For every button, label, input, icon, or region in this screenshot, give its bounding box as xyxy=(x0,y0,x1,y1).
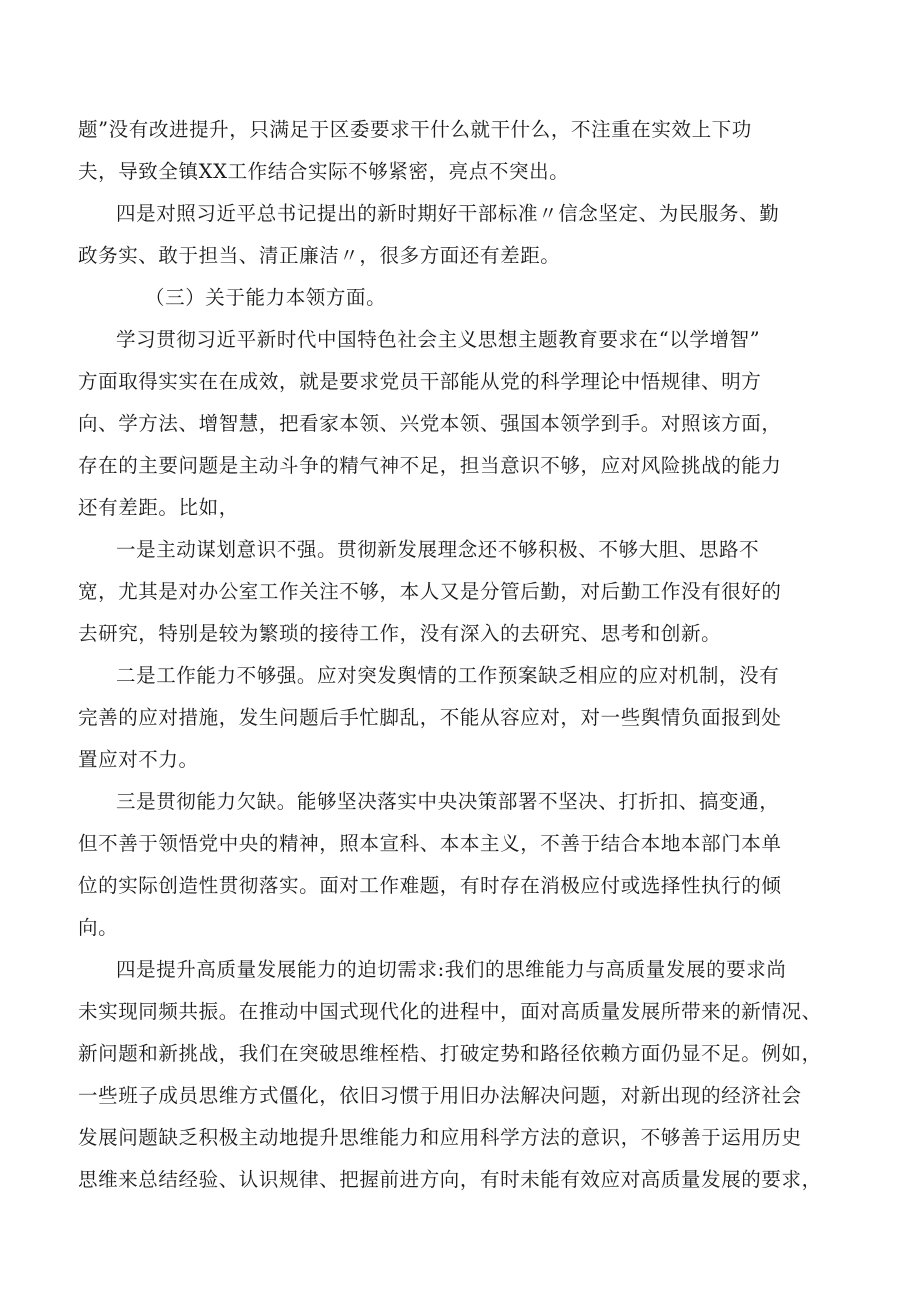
text-line: 思维来总结经验、认识规律、把握前进方向，有时未能有效应对高质量发展的要求， xyxy=(78,1168,822,1191)
text-line: 但不善于领悟党中央的精神，照本宣科、本本主义，不善于结合本地本部门本单 xyxy=(78,832,782,855)
text-line: 政务实、敢于担当、清正廉洁〃，很多方面还有差距。 xyxy=(78,244,561,267)
text-line: 四是提升高质量发展能力的迫切需求:我们的思维能力与高质量发展的要求尚 xyxy=(116,958,787,981)
text-line: 方面取得实实在在成效，就是要求党员干部能从党的科学理论中悟规律、明方 xyxy=(78,370,762,393)
text-line: 一些班子成员思维方式僵化，依旧习惯于用旧办法解决问题，对新出现的经济社会 xyxy=(78,1084,802,1107)
text-line: 位的实际创造性贯彻落实。面对工作难题，有时存在消极应付或选择性执行的倾 xyxy=(78,874,782,897)
text-line: 去研究，特别是较为繁琐的接待工作，没有深入的去研究、思考和创新。 xyxy=(78,622,722,645)
text-line: 宽，尤其是对办公室工作关注不够，本人又是分管后勤，对后勤工作没有很好的 xyxy=(78,580,782,603)
text-line: 未实现同频共振。在推动中国式现代化的进程中，面对高质量发展所带来的新情况、 xyxy=(78,1000,822,1023)
text-line: 三是贯彻能力欠缺。能够坚决落实中央决策部署不坚决、打折扣、搞变通， xyxy=(116,790,780,813)
text-line: 向、学方法、增智慧，把看家本领、兴党本领、强国本领学到手。对照该方面， xyxy=(78,412,782,435)
text-line: 四是对照习近平总书记提出的新时期好干部标准〃信念坚定、为民服务、勤 xyxy=(116,202,780,225)
text-line: 夫，导致全镇XX工作结合实际不够紧密，亮点不突出。 xyxy=(78,160,570,183)
text-line: 置应对不力。 xyxy=(78,748,199,771)
text-line: 一是主动谋划意识不强。贯彻新发展理念还不够积极、不够大胆、思路不 xyxy=(116,538,760,561)
text-line: 向。 xyxy=(78,916,119,939)
text-line: 完善的应对措施，发生问题后手忙脚乱，不能从容应对，对一些舆情负面报到处 xyxy=(78,706,782,729)
text-line: 学习贯彻习近平新时代中国特色社会主义思想主题教育要求在“以学增智” xyxy=(116,328,761,351)
text-line: 还有差距。比如， xyxy=(78,496,239,519)
text-line: 存在的主要问题是主动斗争的精气神不足，担当意识不够，应对风险挑战的能力 xyxy=(78,454,782,477)
text-line: 题”没有改进提升，只满足于区委要求干什么就干什么，不注重在实效上下功 xyxy=(78,118,752,141)
text-line: 新问题和新挑战，我们在突破思维桎梏、打破定势和路径依赖方面仍显不足。例如， xyxy=(78,1042,822,1065)
section-heading: （三）关于能力本领方面。 xyxy=(145,286,387,309)
text-line: 发展问题缺乏积极主动地提升思维能力和应用科学方法的意识，不够善于运用历史 xyxy=(78,1126,802,1149)
text-line: 二是工作能力不够强。应对突发舆情的工作预案缺乏相应的应对机制，没有 xyxy=(116,664,780,687)
